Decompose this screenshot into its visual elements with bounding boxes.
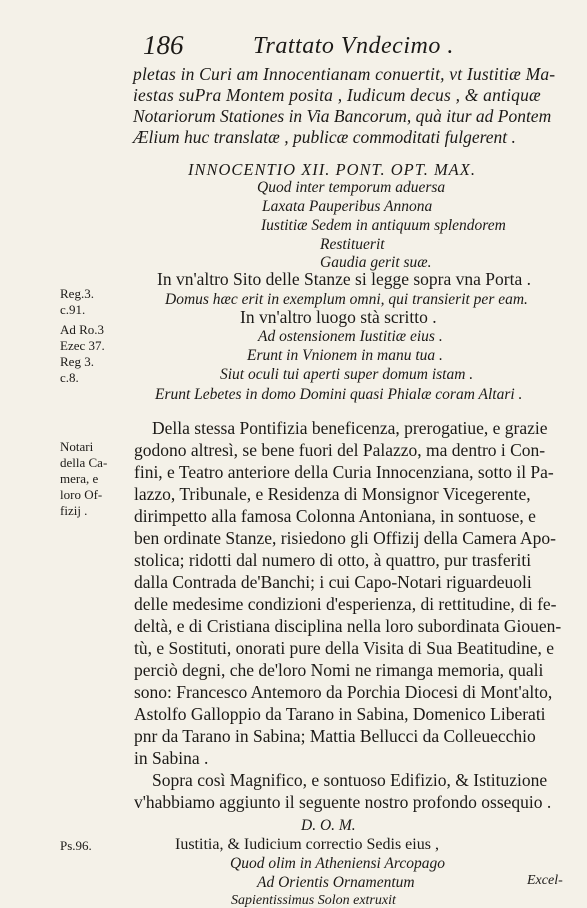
margin-note: Ad Ro.3 <box>60 322 105 337</box>
margin-note: mera, e <box>60 471 99 486</box>
margin-note: Ezec 37. <box>60 338 105 353</box>
paragraph-line: v'habbiamo aggiunto il seguente nostro profondo ossequio . <box>134 792 552 812</box>
paragraph-line: sono: Francesco Antemoro da Porchia Diocesi di Mont'alto, <box>134 682 553 702</box>
intro-line: pletas in Curi am Innocentianam conuertit, vt Iustitiæ Ma- <box>133 64 556 84</box>
paragraph-line: Sopra così Magnifico, e sontuoso Edifizio, & Istituzione <box>152 770 548 790</box>
paragraph-line: tù, e Sostituti, onorati pure della Visita di Sua Beatitudine, e <box>134 638 555 658</box>
margin-note: c.8. <box>60 370 79 385</box>
margin-note: fizij . <box>60 503 88 518</box>
paragraph-line: in Sabina . <box>134 748 209 768</box>
paragraph-line: pnr da Tarano in Sabina; Mattia Bellucci da Colleuecchio <box>134 726 536 746</box>
paragraph-line: ben ordinate Stanze, risiedono gli Offizij della Camera Apo- <box>134 528 556 548</box>
paragraph-line: dirimpetto alla famosa Colonna Antoniana, in sontuose, e <box>134 506 536 526</box>
inscription-line: Laxata Pauperibus Annona <box>262 198 433 215</box>
verse-line: Siut oculi tui aperti super domum istam . <box>220 366 474 383</box>
verse-line: In vn'altro Sito delle Stanze si legge sopra vna Porta . <box>157 269 531 289</box>
intro-line: Ælium huc translatæ , publicæ commoditati fulgerent . <box>133 127 516 147</box>
inscription-line: Restituerit <box>320 236 385 253</box>
inscription-heading: INNOCENTIO XII. PONT. OPT. MAX. <box>188 160 476 179</box>
margin-note: Reg.3. <box>60 286 94 301</box>
running-title: Trattato Vndecimo . <box>253 33 454 59</box>
verse-line: Ad ostensionem Iustitiæ eius . <box>258 328 443 345</box>
verse-line: In vn'altro luogo stà scritto . <box>240 307 437 327</box>
paragraph-line: Della stessa Pontifizia beneficenza, prerogatiue, e grazie <box>152 418 548 438</box>
catchword: Excel- <box>527 873 563 888</box>
paragraph-line: perciò degni, che de'loro Nomi ne rimanga memoria, quali <box>134 660 544 680</box>
margin-note: c.91. <box>60 302 86 317</box>
paragraph-line: dalla Contrada de'Banchi; i cui Capo-Notari riguardeuoli <box>134 572 532 592</box>
inscription-line: Quod olim in Atheniensi Arcopago <box>230 855 445 872</box>
paragraph-line: godono altresì, se bene fuori del Palazzo, ma dentro i Con- <box>134 440 546 460</box>
inscription-line: Iustitia, & Iudicium correctio Sedis eius , <box>175 836 439 853</box>
margin-note: della Ca- <box>60 455 108 470</box>
intro-line: Notariorum Stationes in Via Bancorum, quà itur ad Pontem <box>133 106 552 126</box>
verse-line: Domus hæc erit in exemplum omni, qui transierit per eam. <box>165 291 528 308</box>
inscription-line: Gaudia gerit suæ. <box>320 254 432 271</box>
inscription-line: Iustitiæ Sedem in antiquum splendorem <box>261 217 506 234</box>
paragraph-line: Astolfo Galloppio da Tarano in Sabina, Domenico Liberati <box>134 704 546 724</box>
inscription-line: Ad Orientis Ornamentum <box>257 874 415 891</box>
page-number: 186 <box>143 30 184 60</box>
margin-note: Notari <box>60 439 94 454</box>
intro-line: iestas suPra Montem posita , Iudicum decus , & antiquæ <box>133 85 541 105</box>
verse-line: Erunt Lebetes in domo Domini quasi Phialæ coram Altari . <box>155 386 523 403</box>
inscription-line: Sapientissimus Solon extruxit <box>231 893 396 908</box>
paragraph-line: delle medesime condizioni d'esperienza, di rettitudine, di fe- <box>134 594 557 614</box>
margin-note: Ps.96. <box>60 838 92 853</box>
paragraph-line: lazzo, Tribunale, e Residenza di Monsignor Vicegerente, <box>134 484 531 504</box>
inscription-line: Quod inter temporum aduersa <box>257 179 446 196</box>
paragraph-line: fini, e Teatro anteriore della Curia Innocenziana, sotto il Pa- <box>134 462 554 482</box>
margin-note: loro Of- <box>60 487 103 502</box>
paragraph-line: stolica; ridotti dal numero di otto, à quattro, pur trasferiti <box>134 550 532 570</box>
inscription-heading: D. O. M. <box>301 817 356 834</box>
margin-note: Reg 3. <box>60 354 94 369</box>
verse-line: Erunt in Vnionem in manu tua . <box>247 347 443 364</box>
paragraph-line: deltà, e di Cristiana disciplina nella loro subordinata Giouen- <box>134 616 562 636</box>
